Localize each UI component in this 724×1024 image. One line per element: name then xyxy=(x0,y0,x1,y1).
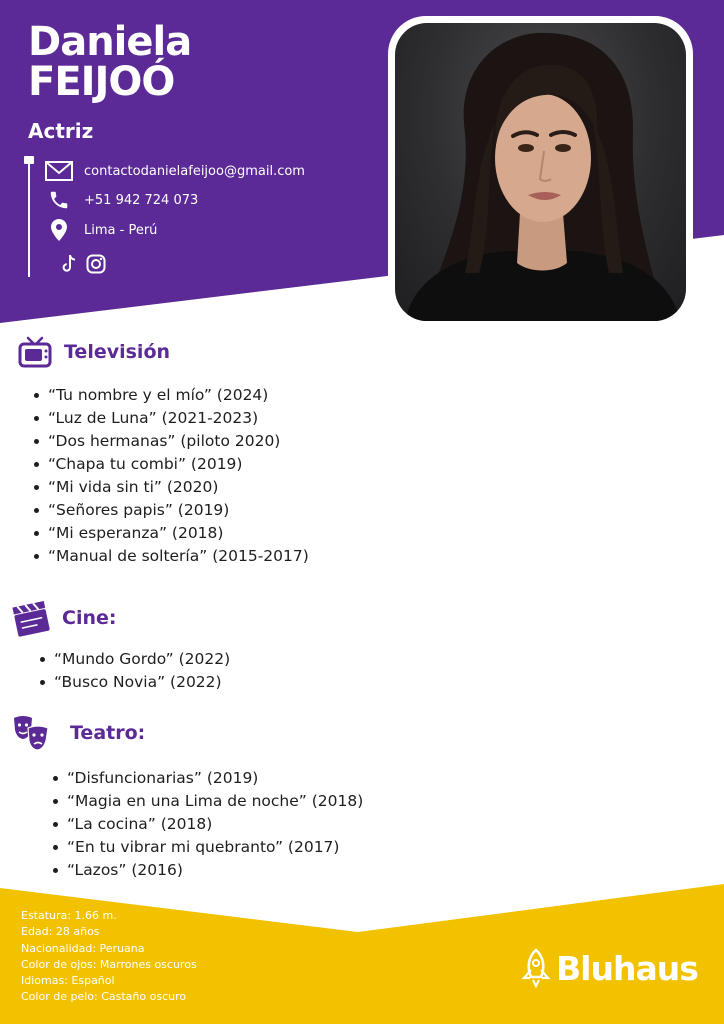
tv-list xyxy=(34,384,309,568)
mail-icon xyxy=(44,161,74,181)
list-item: “Manual de soltería” (2015-2017) xyxy=(34,545,309,568)
detail-height: Estatura: 1.66 m. xyxy=(21,909,117,922)
personal-details xyxy=(21,908,197,1006)
list-item: “Mi esperanza” (2018) xyxy=(34,522,309,545)
section-tv-heading xyxy=(18,336,170,368)
location-row xyxy=(44,218,157,242)
phone-icon xyxy=(44,189,74,211)
brand-name: Bluhaus xyxy=(556,948,698,988)
phone-text: +51 942 724 073 xyxy=(84,192,199,208)
list-item: “Tu nombre y el mío” (2024) xyxy=(34,384,309,407)
email-row[interactable] xyxy=(44,159,305,183)
teatro-list xyxy=(53,767,363,882)
actor-name xyxy=(28,19,192,105)
portrait-illustration xyxy=(395,23,686,321)
portrait-photo xyxy=(395,23,686,321)
detail-eye-color: Color de ojos: Marrones oscuros xyxy=(21,957,197,971)
tiktok-icon[interactable] xyxy=(60,254,78,278)
section-cine-title: Cine: xyxy=(62,607,117,629)
rocket-icon xyxy=(520,948,552,988)
role-title: Actriz xyxy=(28,119,94,143)
list-item: “Mi vida sin ti” (2020) xyxy=(34,476,309,499)
first-name: Daniela xyxy=(28,19,192,65)
portrait-frame xyxy=(388,16,693,328)
contact-rail xyxy=(28,160,30,277)
section-teatro-title: Teatro: xyxy=(70,722,146,744)
list-item: “Lazos” (2016) xyxy=(53,859,363,882)
section-teatro-heading xyxy=(12,714,145,752)
list-item: “Busco Novia” (2022) xyxy=(40,671,230,694)
list-item: “Luz de Luna” (2021-2023) xyxy=(34,407,309,430)
list-item: “Mundo Gordo” (2022) xyxy=(40,648,230,671)
list-item: “Chapa tu combi” (2019) xyxy=(34,453,309,476)
location-text: Lima - Perú xyxy=(84,222,158,238)
instagram-icon[interactable] xyxy=(86,254,106,278)
email-text: contactodanielafeijoo@gmail.com xyxy=(84,163,305,179)
list-item: “Señores papis” (2019) xyxy=(34,499,309,522)
location-pin-icon xyxy=(44,219,74,241)
brand-logo xyxy=(520,948,698,988)
list-item: “Magia en una Lima de noche” (2018) xyxy=(53,790,363,813)
section-tv-title: Televisión xyxy=(64,341,171,363)
list-item: “En tu vibrar mi quebranto” (2017) xyxy=(53,836,363,859)
social-links xyxy=(60,254,106,278)
detail-age: Edad: 28 años xyxy=(21,925,100,939)
detail-hair-color: Color de pelo: Castaño oscuro xyxy=(21,990,187,1004)
detail-languages: Idiomas: Español xyxy=(21,974,115,988)
clapperboard-icon xyxy=(12,598,50,638)
list-item: “Dos hermanas” (piloto 2020) xyxy=(34,430,309,453)
tv-icon xyxy=(18,336,52,368)
detail-nationality: Nacionalidad: Peruana xyxy=(21,941,145,955)
phone-row[interactable] xyxy=(44,188,198,212)
cine-list xyxy=(40,648,230,694)
section-cine-heading xyxy=(12,598,116,638)
list-item: “La cocina” (2018) xyxy=(53,813,363,836)
last-name: FEIJOÓ xyxy=(28,59,175,105)
list-item: “Disfuncionarias” (2019) xyxy=(53,767,363,790)
theater-masks-icon xyxy=(12,714,50,752)
